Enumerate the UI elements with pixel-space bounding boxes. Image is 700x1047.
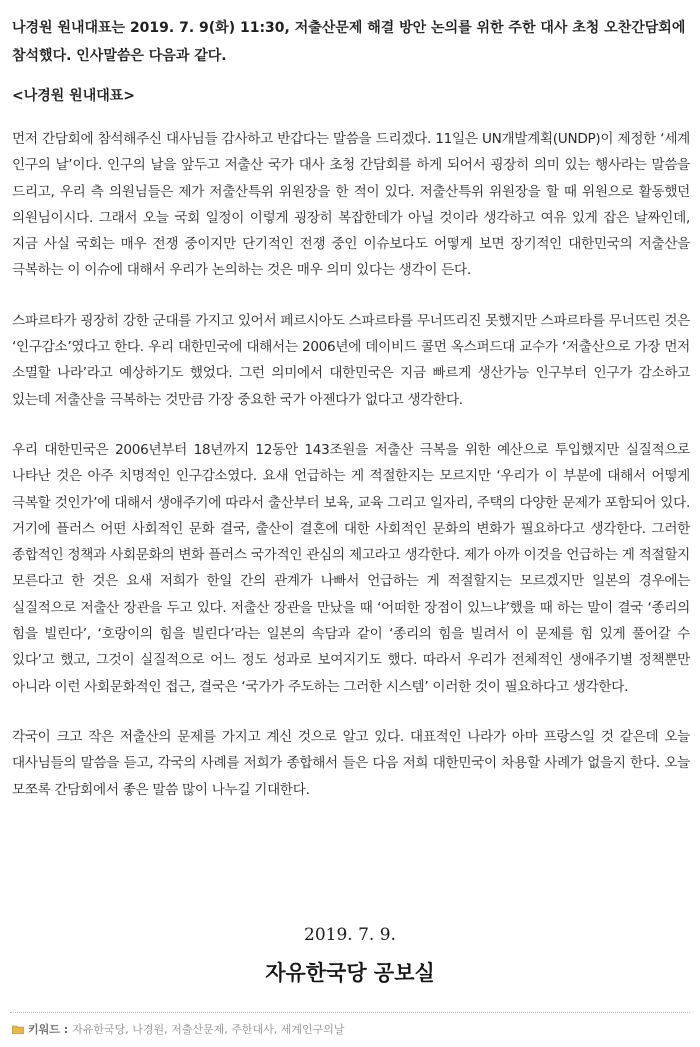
intro-text: 나경원 원내대표는 2019. 7. 9(화) 11:30, 저출산문제 해결 방안 논의를 위한 주한 대사 초청 오찬간담회에 참석했다. 인사말씀은 다음과 같다.	[12, 20, 686, 64]
paragraph-4: 각국이 크고 작은 저출산의 문제를 가지고 계신 것으로 알고 있다. 대표적인 나라가 아마 프랑스일 것 같은데 오늘 대사님들의 말씀을 듣고, 각국의 사례를 저희가 종합해서 들은 다음 저희 대한민국이 차용할 사례가 없을지 한다. 오늘 모쪼록 간담회에서 좋은 말씀 많이 나누길 기대한다.	[12, 728, 690, 798]
keywords-label: 키워드 :	[28, 1023, 69, 1036]
divider	[10, 1012, 690, 1013]
release-date: 2019. 7. 9.	[304, 925, 396, 945]
paragraph-2: 스파르타가 굉장히 강한 군대를 가지고 있어서 페르시아도 스파르타를 무너뜨리진 못했지만 스파르타를 무너뜨린 것은 ‘인구감소’였다고 한다. 우리 대한민국에 대해서는 2006년에 데이비드 콜먼 옥스퍼드대 교수가 ‘저출산으로 가장 먼저 소멸할 나라’라고 예상하기도 했었다. 그런 의미에서 대한민국은 지금 빠르게 생산가능 인구부터 인구가 감소하고 있는데 저출산을 극복하는 것만큼 가장 중요한 국가 아젠다가 없다고 생각한다.	[12, 312, 690, 408]
keywords-bar	[12, 1021, 344, 1037]
folder-icon	[12, 1025, 24, 1034]
keywords-list[interactable]: 자유한국당, 나경원, 저출산문제, 주한대사, 세계인구의날	[72, 1023, 345, 1036]
paragraph-3: 우리 대한민국은 2006년부터 18년까지 12동안 143조원을 저출산 극복을 위한 예산으로 투입했지만 실질적으로 나타난 것은 아주 치명적인 인구감소였다. 요새 언급하는 게 적절한지는 모르지만 ‘우리가 이 부분에 대해서 어떻게 극복할 것인가’에 대해서 생애주기에 따라서 출산부터 보육, 교육 그리고 일자리, 주택의 다양한 문제가 포함되어 있다. 거기에 플러스 어떤 사회적인 문화 결국, 출산이 결혼에 대한 사회적인 문화의 변화가 필요하다고 생각한다. 그러한 종합적인 정책과 사회문화의 변화 플러스 국가적인 관심의 제고라고 생각한다. 제가 아까 이것을 언급하는 게 적절할지 모른다고 한 것은 요새 저희가 한일 간의 관계가 나빠서 언급하는 게 적절할지는 모르겠지만 일본의 경우에는 실질적으로 저출산 장관을 두고 있다. 저출산 장관을 만났을 때 ‘어떠한 장점이 있느냐’했을 때 하는 말이 결국 ‘종리의 힘을 빌린다’, ‘호랑이의 힘을 빌린다’라는 일본의 속담과 같이 ‘종리의 힘을 빌려서 이 문제를 힘 있게 풀어갈 수 있다’고 했고, 그것이 실질적으로 어느 정도 성과로 보여지기도 했다. 따라서 우리가 전체적인 생애주기별 정책뿐만 아니라 이런 사회문화적인 접근, 결국은 ‘국가가 주도하는 그러한 시스템’ 이러한 것이 필요하다고 생각한다.	[12, 441, 690, 695]
speaker-heading: <나경원 원내대표>	[12, 88, 136, 104]
paragraph-1: 먼저 간담회에 참석해주신 대사님들 감사하고 반갑다는 말씀을 드리겠다. 11일은 UN개발계획(UNDP)이 제정한 ‘세계 인구의 날’이다. 인구의 날을 앞두고 저출산 국가 대사 초청 간담회를 하게 되어서 굉장히 의미 있는 행사라는 말씀을 드리고, 우리 측 의원님들은 제가 저출산특위 위원장을 한 적이 있다. 저출산특위 위원장을 할 때 위원으로 활동했던 의원님이시다. 그래서 오늘 국회 일정이 이렇게 굉장히 복잡한데가 아닐 것이라 생각하고 여유 있게 잡은 날짜인데, 지금 사실 국회는 매우 전쟁 중이지만 단기적인 전쟁 중인 이슈보다도 어떻게 보면 장기적인 대한민국의 저출산을 극복하는 이 이슈에 대해서 우리가 논의하는 것은 매우 의미 있다는 생각이 든다.	[12, 131, 690, 279]
issuing-office: 자유한국당 공보실	[265, 961, 435, 985]
